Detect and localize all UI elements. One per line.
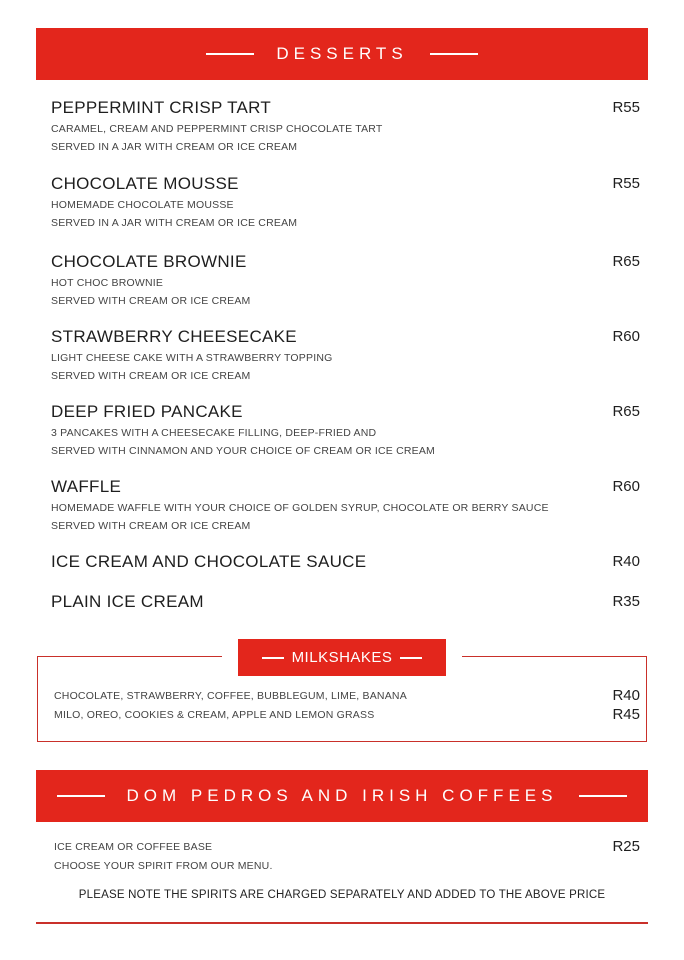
milkshake-flavours: CHOCOLATE, STRAWBERRY, COFFEE, BUBBLEGUM, LIME, BANANA xyxy=(54,690,407,702)
menu-item-deep-fried-pancake xyxy=(51,402,640,460)
menu-item-strawberry-cheesecake xyxy=(51,327,640,385)
item-description: HOMEMADE WAFFLE WITH YOUR CHOICE OF GOLDEN SYRUP, CHOCOLATE OR BERRY SAUCE xyxy=(51,502,549,514)
item-description: HOMEMADE CHOCOLATE MOUSSE xyxy=(51,199,234,211)
bottom-divider xyxy=(36,922,648,924)
item-price: R65 xyxy=(612,253,640,270)
menu-item-chocolate-mousse xyxy=(51,174,640,232)
item-description: SERVED IN A JAR WITH CREAM OR ICE CREAM xyxy=(51,217,298,229)
item-description: LIGHT CHEESE CAKE WITH A STRAWBERRY TOPPING xyxy=(51,352,333,364)
menu-item-ice-cream-chocolate-sauce xyxy=(51,552,640,572)
item-description: CARAMEL, CREAM AND PEPPERMINT CRISP CHOCOLATE TART xyxy=(51,123,383,135)
milkshake-price: R40 xyxy=(612,687,640,704)
item-name: CHOCOLATE BROWNIE xyxy=(51,252,247,271)
milkshake-price: R45 xyxy=(612,706,640,723)
header-left-rule xyxy=(206,53,254,55)
item-description: SERVED WITH CREAM OR ICE CREAM xyxy=(51,370,251,382)
item-description: SERVED WITH CREAM OR ICE CREAM xyxy=(51,295,251,307)
header-right-rule xyxy=(400,657,422,659)
header-right-rule xyxy=(579,795,627,797)
header-left-rule xyxy=(57,795,105,797)
menu-item-peppermint-crisp-tart xyxy=(51,98,640,156)
item-price: R55 xyxy=(612,99,640,116)
menu-item-waffle xyxy=(51,477,640,535)
header-right-rule xyxy=(430,53,478,55)
milkshakes-title: MILKSHAKES xyxy=(291,649,393,666)
milkshake-flavours: MILO, OREO, COOKIES & CREAM, APPLE AND LEMON GRASS xyxy=(54,709,375,721)
dom-pedros-header xyxy=(36,770,648,822)
item-name: WAFFLE xyxy=(51,477,122,496)
spirits-note: PLEASE NOTE THE SPIRITS ARE CHARGED SEPARATELY AND ADDED TO THE ABOVE PRICE xyxy=(78,889,606,901)
item-name: CHOCOLATE MOUSSE xyxy=(51,174,239,193)
item-name: PLAIN ICE CREAM xyxy=(51,592,204,611)
item-price: R35 xyxy=(612,593,640,610)
menu-item-chocolate-brownie xyxy=(51,252,640,310)
desserts-header xyxy=(36,28,648,80)
item-description: SERVED IN A JAR WITH CREAM OR ICE CREAM xyxy=(51,141,298,153)
item-price: R40 xyxy=(612,553,640,570)
item-name: DEEP FRIED PANCAKE xyxy=(51,402,243,421)
milkshake-row xyxy=(54,706,640,723)
desserts-title: DESSERTS xyxy=(276,44,408,63)
item-name: STRAWBERRY CHEESECAKE xyxy=(51,327,297,346)
item-description: HOT CHOC BROWNIE xyxy=(51,277,164,289)
item-price: R60 xyxy=(612,328,640,345)
item-price: R60 xyxy=(612,478,640,495)
item-name: ICE CREAM AND CHOCOLATE SAUCE xyxy=(51,552,367,571)
item-description: SERVED WITH CINNAMON AND YOUR CHOICE OF CREAM OR ICE CREAM xyxy=(51,445,435,457)
milkshakes-header xyxy=(238,639,446,676)
item-description: CHOOSE YOUR SPIRIT FROM OUR MENU. xyxy=(54,860,273,872)
item-name: PEPPERMINT CRISP TART xyxy=(51,98,272,117)
menu-item-dom-pedro xyxy=(54,838,640,876)
milkshake-row xyxy=(54,687,640,704)
header-left-rule xyxy=(262,657,284,659)
item-price: R55 xyxy=(612,175,640,192)
menu-item-plain-ice-cream xyxy=(51,592,640,612)
item-description: ICE CREAM OR COFFEE BASE xyxy=(54,841,213,853)
item-description: 3 PANCAKES WITH A CHEESECAKE FILLING, DEEP-FRIED AND xyxy=(51,427,377,439)
item-description: SERVED WITH CREAM OR ICE CREAM xyxy=(51,520,251,532)
dom-pedros-title: DOM PEDROS AND IRISH COFFEES xyxy=(126,786,558,805)
item-price: R65 xyxy=(612,403,640,420)
item-price: R25 xyxy=(612,838,640,855)
